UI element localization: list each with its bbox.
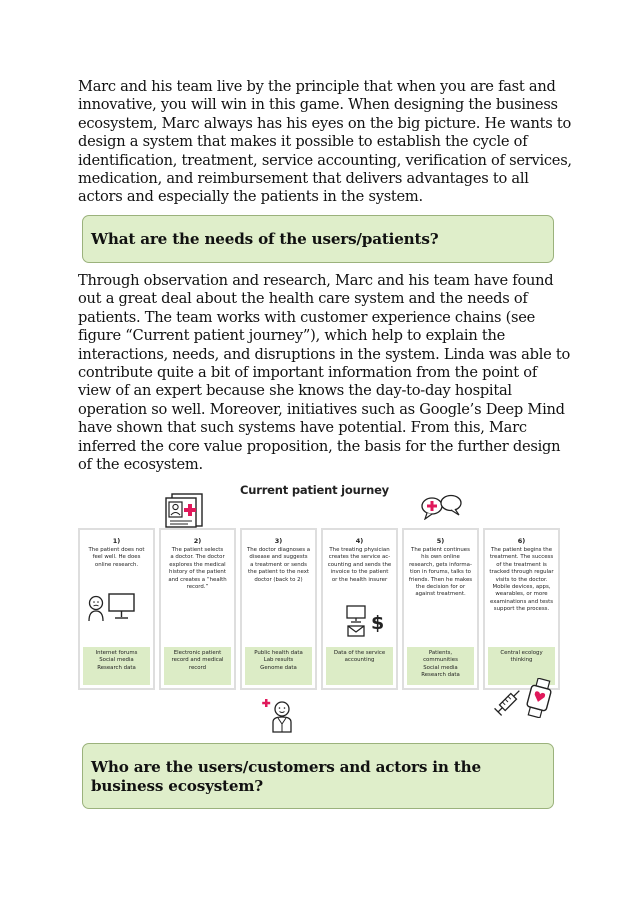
desc-line: creates the service ac-	[328, 554, 391, 561]
desc-line: or the health insurer	[331, 576, 388, 583]
data-line: accounting	[344, 657, 375, 664]
journey-stage-5	[402, 528, 479, 690]
stage-data-box	[164, 647, 231, 685]
stage-number: 2)	[193, 537, 202, 545]
data-line: Data of the service	[333, 650, 386, 656]
stage-description	[488, 547, 555, 614]
text-line: patients. The team works with customer experience chains (see	[78, 308, 536, 326]
data-line: Internet forums	[95, 650, 138, 656]
desc-line: support the process.	[493, 606, 550, 613]
data-line: Genome data	[260, 664, 297, 671]
desc-line: counting and sends the	[327, 561, 392, 568]
research-paragraph	[78, 272, 571, 474]
desc-line: disease and suggests	[249, 554, 308, 561]
stage-number: 5)	[436, 537, 445, 545]
patient-computer-icon	[86, 592, 138, 622]
desc-line: record.”	[186, 584, 209, 591]
stage-data-box	[326, 647, 393, 685]
desc-line: the patient to the next	[247, 569, 310, 576]
text-line: identification, treatment, service accounting, verification of services,	[78, 151, 572, 169]
text-line: out a great deal about the health care system and the needs of	[78, 290, 528, 308]
desc-line: The patient selects	[171, 547, 224, 553]
doctor-icon	[262, 696, 296, 734]
stage-number: 3)	[274, 537, 283, 545]
stage-description	[164, 547, 231, 591]
desc-line: The patient continues	[411, 547, 470, 553]
text-line: medication, and reimbursement that delivers advantages to all	[78, 170, 529, 188]
text-line: innovative, you will win in this game. When designing the business	[78, 96, 558, 114]
data-line: Social media	[99, 657, 134, 664]
journey-stage-6	[483, 528, 560, 690]
smartwatch-icon	[524, 678, 554, 718]
data-line: Social media	[423, 664, 458, 671]
text-line: design a system that makes it possible to establish the cycle of	[78, 133, 528, 151]
text-line: of the ecosystem.	[78, 456, 203, 474]
journey-stage-2	[159, 528, 236, 690]
data-line: communities	[423, 657, 458, 664]
data-line: Research data	[421, 672, 460, 679]
syringe-icon	[490, 684, 526, 720]
desc-line: history of the patient	[169, 569, 226, 576]
desc-line: The doctor diagnoses a	[246, 547, 311, 553]
stage-description	[326, 547, 393, 584]
svg-text:$: $	[371, 612, 385, 634]
question-box-actors	[82, 743, 554, 809]
desc-line: The treating physician	[329, 547, 390, 553]
text-line: operation so well. Moreover, initiatives such as Google’s Deep Mind	[78, 400, 565, 418]
data-line: Public health data	[254, 650, 303, 656]
figure-title: Current patient journey	[240, 483, 389, 497]
desc-line: Mobile devices, apps,	[492, 584, 551, 591]
data-line: Research data	[97, 664, 136, 671]
stage-description	[407, 547, 474, 599]
question-heading: What are the needs of the users/patients?	[91, 230, 439, 248]
data-line: Patients,	[428, 650, 453, 656]
desc-line: feel well. He does	[92, 554, 141, 561]
stage-data-box	[245, 647, 312, 685]
data-line: thinking	[510, 657, 533, 664]
desc-line: visits to the doctor.	[495, 576, 548, 583]
desc-line: The patient begins the	[490, 547, 553, 553]
text-line: ecosystem, Marc always has his eyes on the big picture. He wants to	[78, 114, 572, 132]
text-line: Through observation and research, Marc and his team have found	[78, 272, 554, 289]
desc-line: the decision for or	[415, 584, 466, 591]
desc-line: explores the medical	[169, 561, 226, 568]
stage-number: 1)	[112, 537, 121, 545]
question-heading: business ecosystem?	[91, 777, 263, 795]
question-heading: Who are the users/customers and actors in the	[91, 758, 481, 776]
text-line: inferred the core value proposition, the basis for the further design	[78, 437, 561, 455]
text-line: interactions, needs, and disruptions in the system. Linda was able to	[78, 345, 571, 363]
text-line: actors and especially the patients in the system.	[78, 188, 423, 206]
desc-line: research, gets informa-	[409, 561, 472, 568]
question-box-needs	[82, 215, 554, 263]
data-line: Lab results	[263, 657, 294, 664]
desc-line: The patient does not	[88, 547, 145, 553]
stage-description	[245, 547, 312, 584]
text-line: view of an expert because she knows the day-to-day hospital	[78, 382, 512, 400]
stage-number: 4)	[355, 537, 364, 545]
desc-line: online research.	[94, 561, 139, 568]
stage-data-box	[407, 647, 474, 685]
desc-line: his own online	[421, 554, 460, 561]
desc-line: friends. Then he makes	[408, 576, 473, 583]
intro-paragraph	[78, 78, 572, 207]
text-line: contribute quite a bit of important information from the point of	[78, 364, 537, 382]
text-line: have shown that such systems have potential. From this, Marc	[78, 419, 527, 437]
stage-description	[83, 547, 150, 569]
desc-line: treatment. The success	[489, 554, 554, 561]
health-record-icon	[162, 492, 210, 528]
patient-journey-figure	[0, 478, 636, 738]
data-line: record	[188, 664, 207, 671]
desc-line: against treatment.	[415, 591, 466, 598]
chat-bubbles-icon	[420, 494, 464, 520]
desc-line: invoice to the patient	[330, 569, 389, 576]
desc-line: tion in forums, talks to	[410, 569, 471, 576]
journey-stage-3	[240, 528, 317, 690]
stage-data-box	[83, 647, 150, 685]
desc-line: tracked through regular	[489, 569, 554, 576]
desc-line: a treatment or sends	[250, 561, 307, 568]
text-line: figure “Current patient journey”), which help to explain the	[78, 327, 506, 345]
desc-line: doctor (back to 2)	[254, 576, 303, 583]
desc-line: and creates a “health	[168, 576, 227, 583]
desc-line: of the treatment is	[496, 561, 547, 568]
invoice-dollar-icon	[345, 605, 387, 637]
data-line: record and medical	[171, 657, 224, 664]
desc-line: examinations and tests	[489, 598, 554, 605]
stage-number: 6)	[517, 537, 526, 545]
data-line: Electronic patient	[173, 650, 222, 656]
desc-line: a doctor. The doctor	[170, 554, 225, 561]
data-line: Central ecology	[500, 650, 543, 656]
desc-line: wearables, or more	[495, 591, 548, 598]
text-line: Marc and his team live by the principle that when you are fast and	[78, 78, 556, 95]
